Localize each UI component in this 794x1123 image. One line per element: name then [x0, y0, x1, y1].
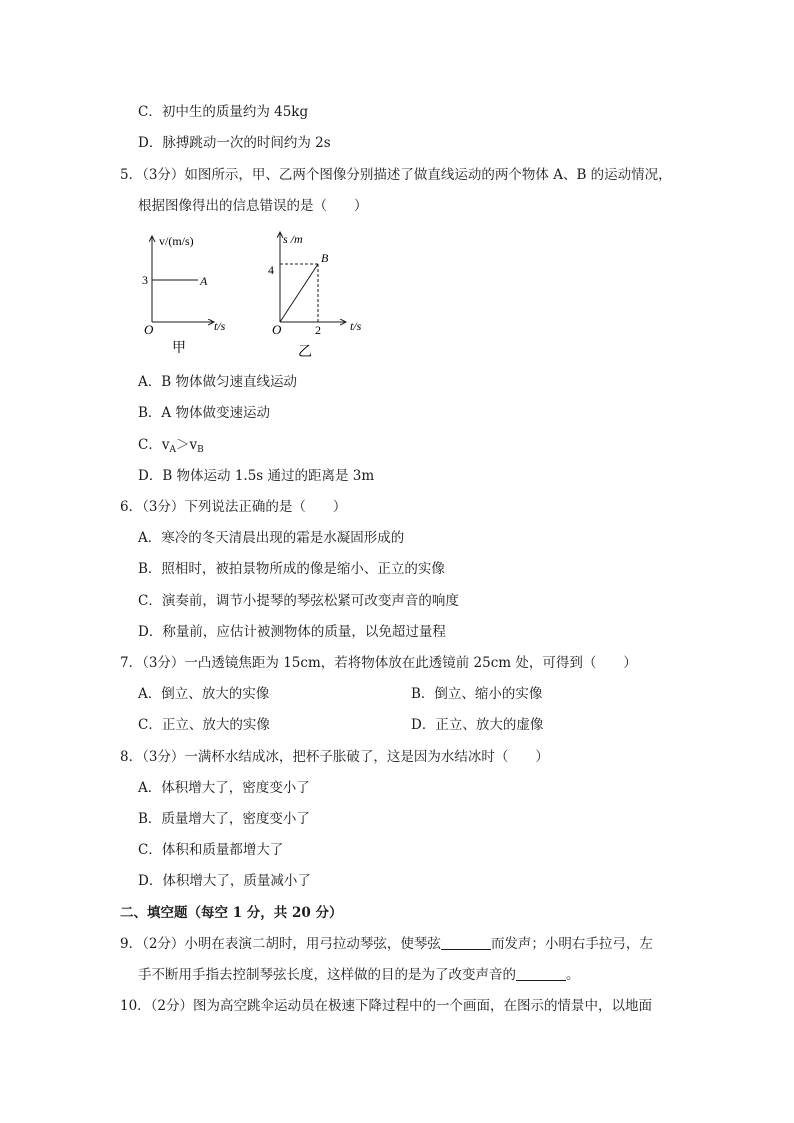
graph-jia-origin: O	[144, 322, 154, 337]
graph-jia-yvalue: 3	[142, 273, 148, 287]
q7-option-b: B．倒立、缩小的实像	[411, 686, 543, 702]
q5-option-d: D．B 物体运动 1.5s 通过的距离是 3m	[138, 468, 375, 484]
q9-line2-text: 手不断用手指去控制琴弦长度，这样做的目的是为了改变声音的	[138, 967, 516, 983]
graph-yi-point-label: B	[321, 251, 329, 265]
q5-option-c	[138, 435, 204, 460]
q9-part1: 9．（2分）小明在表演二胡时，用弓拉动琴弦，使琴弦	[120, 936, 441, 952]
section-title: 二、填空题（每空 1 分，共 20 分）	[120, 905, 343, 921]
q10-stem: 10．（2分）图为高空跳伞运动员在极速下降过程中的一个画面，在图示的情景中，以地面	[120, 998, 653, 1014]
q8-stem: 8．（3分）一满杯水结成冰，把杯子胀破了，这是因为水结冰时（ ）	[120, 749, 549, 765]
q8-option-a: A．体积增大了，密度变小了	[138, 780, 310, 796]
q9-line2-end: 。	[566, 967, 580, 983]
q8-option-d: D．体积增大了，质量减小了	[138, 873, 311, 889]
q7-option-d: D．正立、放大的虚像	[411, 717, 544, 733]
q5-option-c-prefix: C．v	[138, 437, 170, 453]
graph-yi-xvalue: 2	[315, 323, 321, 337]
q5-option-c-sub-b: B	[197, 445, 204, 455]
q6-option-b: B．照相时，被拍景物所成的像是缩小、正立的实像	[138, 561, 445, 577]
graph-jia	[138, 228, 248, 363]
q9-line1	[120, 934, 653, 954]
graph-jia-xlabel: t/s	[214, 319, 226, 333]
q4-option-d: D．脉搏跳动一次的时间约为 2s	[138, 135, 331, 151]
graph-jia-line-label: A	[200, 274, 208, 288]
q5-option-a: A．B 物体做匀速直线运动	[138, 374, 297, 390]
graph-yi-ylabel: s /m	[283, 232, 303, 246]
q6-option-a: A．寒冷的冬天清晨出现的霜是水凝固形成的	[138, 530, 405, 546]
q6-option-d: D．称量前，应估计被测物体的质量，以免超过量程	[138, 624, 446, 640]
q8-option-b: B．质量增大了，密度变小了	[138, 811, 310, 827]
graph-yi	[266, 228, 376, 363]
q5-option-c-mid: ＞v	[175, 437, 198, 453]
q5-stem-line1: 5．（3分）如图所示，甲、乙两个图像分别描述了做直线运动的两个物体 A、B 的运动情况，	[120, 167, 672, 183]
q9-blank-1[interactable]	[441, 935, 491, 950]
q9-part2: 而发声；小明右手拉弓，左	[490, 936, 653, 952]
graph-yi-yvalue: 4	[268, 263, 274, 277]
q6-stem: 6．（3分）下列说法正确的是（ ）	[120, 499, 347, 515]
graph-jia-ylabel: v/(m/s)	[159, 234, 194, 248]
q6-option-c: C．演奏前，调节小提琴的琴弦松紧可改变声音的响度	[138, 593, 459, 609]
q5-stem-line2: 根据图像得出的信息错误的是（ ）	[138, 198, 368, 214]
q8-option-c: C．体积和质量都增大了	[138, 842, 284, 858]
q7-option-c: C．正立、放大的实像	[138, 717, 270, 733]
q7-option-a: A．倒立、放大的实像	[138, 686, 270, 702]
q4-option-c: C．初中生的质量约为 45kg	[138, 104, 309, 120]
q5-option-b: B．A 物体做变速运动	[138, 405, 270, 421]
graph-yi-origin: O	[272, 322, 282, 337]
q5-option-c-sub-a: A	[169, 445, 176, 455]
graph-jia-caption: 甲	[172, 341, 186, 356]
q7-stem: 7．（3分）一凸透镜焦距为 15cm，若将物体放在此透镜前 25cm 处，可得到（ ）	[120, 655, 637, 671]
q9-line2	[138, 965, 580, 985]
q9-blank-2[interactable]	[516, 966, 566, 981]
graph-yi-xlabel: t/s	[350, 319, 362, 333]
graph-yi-line-b	[280, 264, 318, 322]
graph-yi-caption: 乙	[298, 345, 312, 360]
